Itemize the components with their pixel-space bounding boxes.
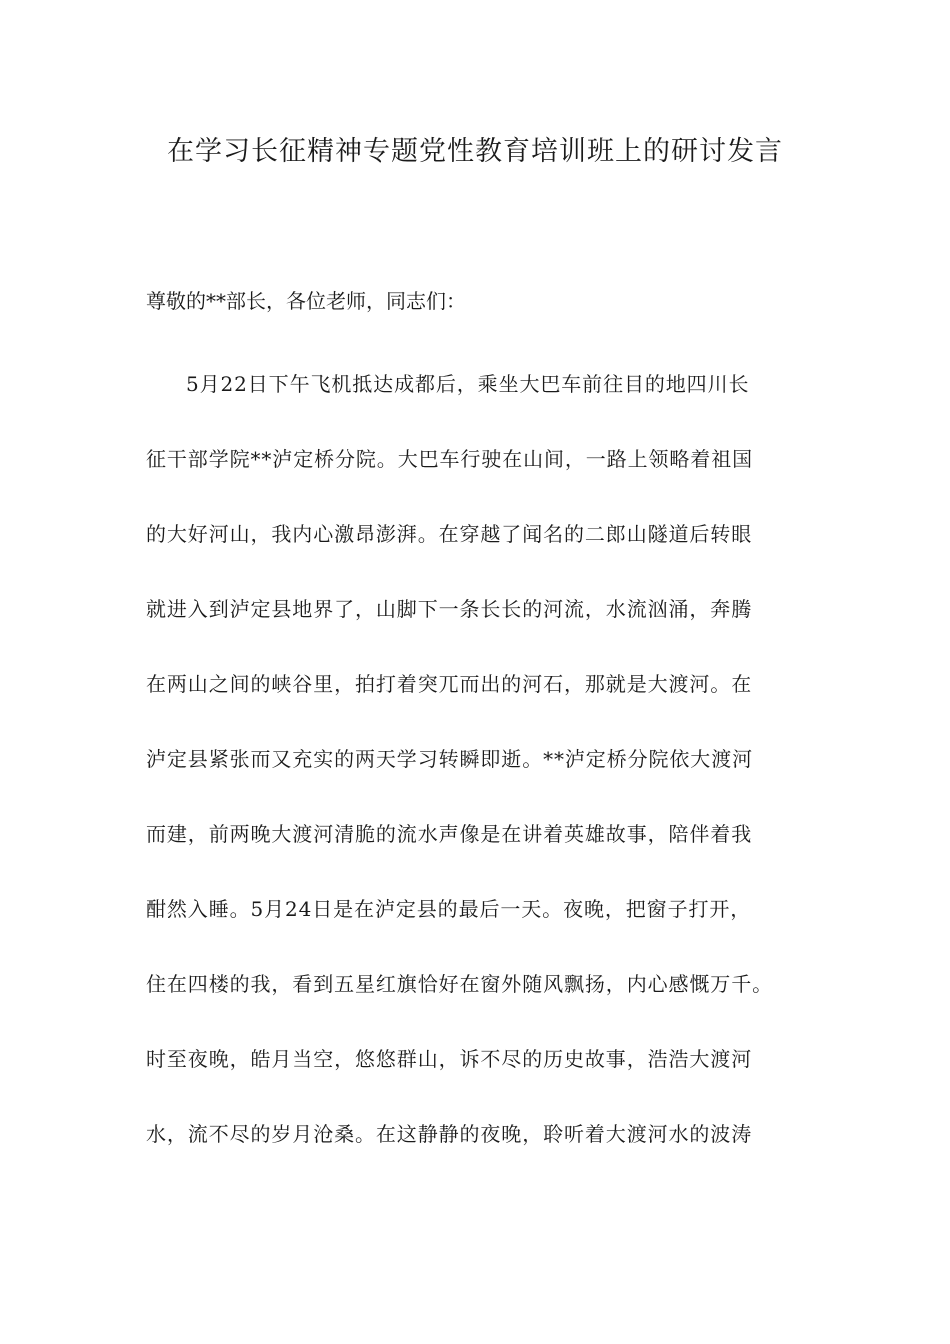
body-line: 5月22日下午飞机抵达成都后，乘坐大巴车前往目的地四川长 xyxy=(186,372,750,396)
body-line: 在两山之间的峡谷里，拍打着突兀而出的河石，那就是大渡河。在 xyxy=(146,672,753,696)
body-line: 就进入到泸定县地界了，山脚下一条长长的河流，水流汹涌，奔腾 xyxy=(146,597,753,621)
body-line: 泸定县紧张而又充实的两天学习转瞬即逝。**泸定桥分院依大渡河 xyxy=(146,747,753,771)
body-line: 而建，前两晚大渡河清脆的流水声像是在讲着英雄故事，陪伴着我 xyxy=(146,822,753,846)
body-line: 时至夜晚，皓月当空，悠悠群山，诉不尽的历史故事，浩浩大渡河 xyxy=(146,1047,753,1071)
document-title: 在学习长征精神专题党性教育培训班上的研讨发言 xyxy=(167,136,783,167)
body-line: 的大好河山，我内心激昂澎湃。在穿越了闻名的二郎山隧道后转眼 xyxy=(146,522,753,546)
body-line: 酣然入睡。5月24日是在泸定县的最后一天。夜晚，把窗子打开， xyxy=(146,897,752,921)
body-line: 水，流不尽的岁月沧桑。在这静静的夜晚，聆听着大渡河水的波涛 xyxy=(146,1122,753,1146)
body-line: 征干部学院**泸定桥分院。大巴车行驶在山间，一路上领略着祖国 xyxy=(146,447,753,471)
salutation: 尊敬的**部长，各位老师，同志们： xyxy=(146,289,466,313)
body-line: 住在四楼的我，看到五星红旗恰好在窗外随风飘扬，内心感慨万千。 xyxy=(146,972,773,996)
